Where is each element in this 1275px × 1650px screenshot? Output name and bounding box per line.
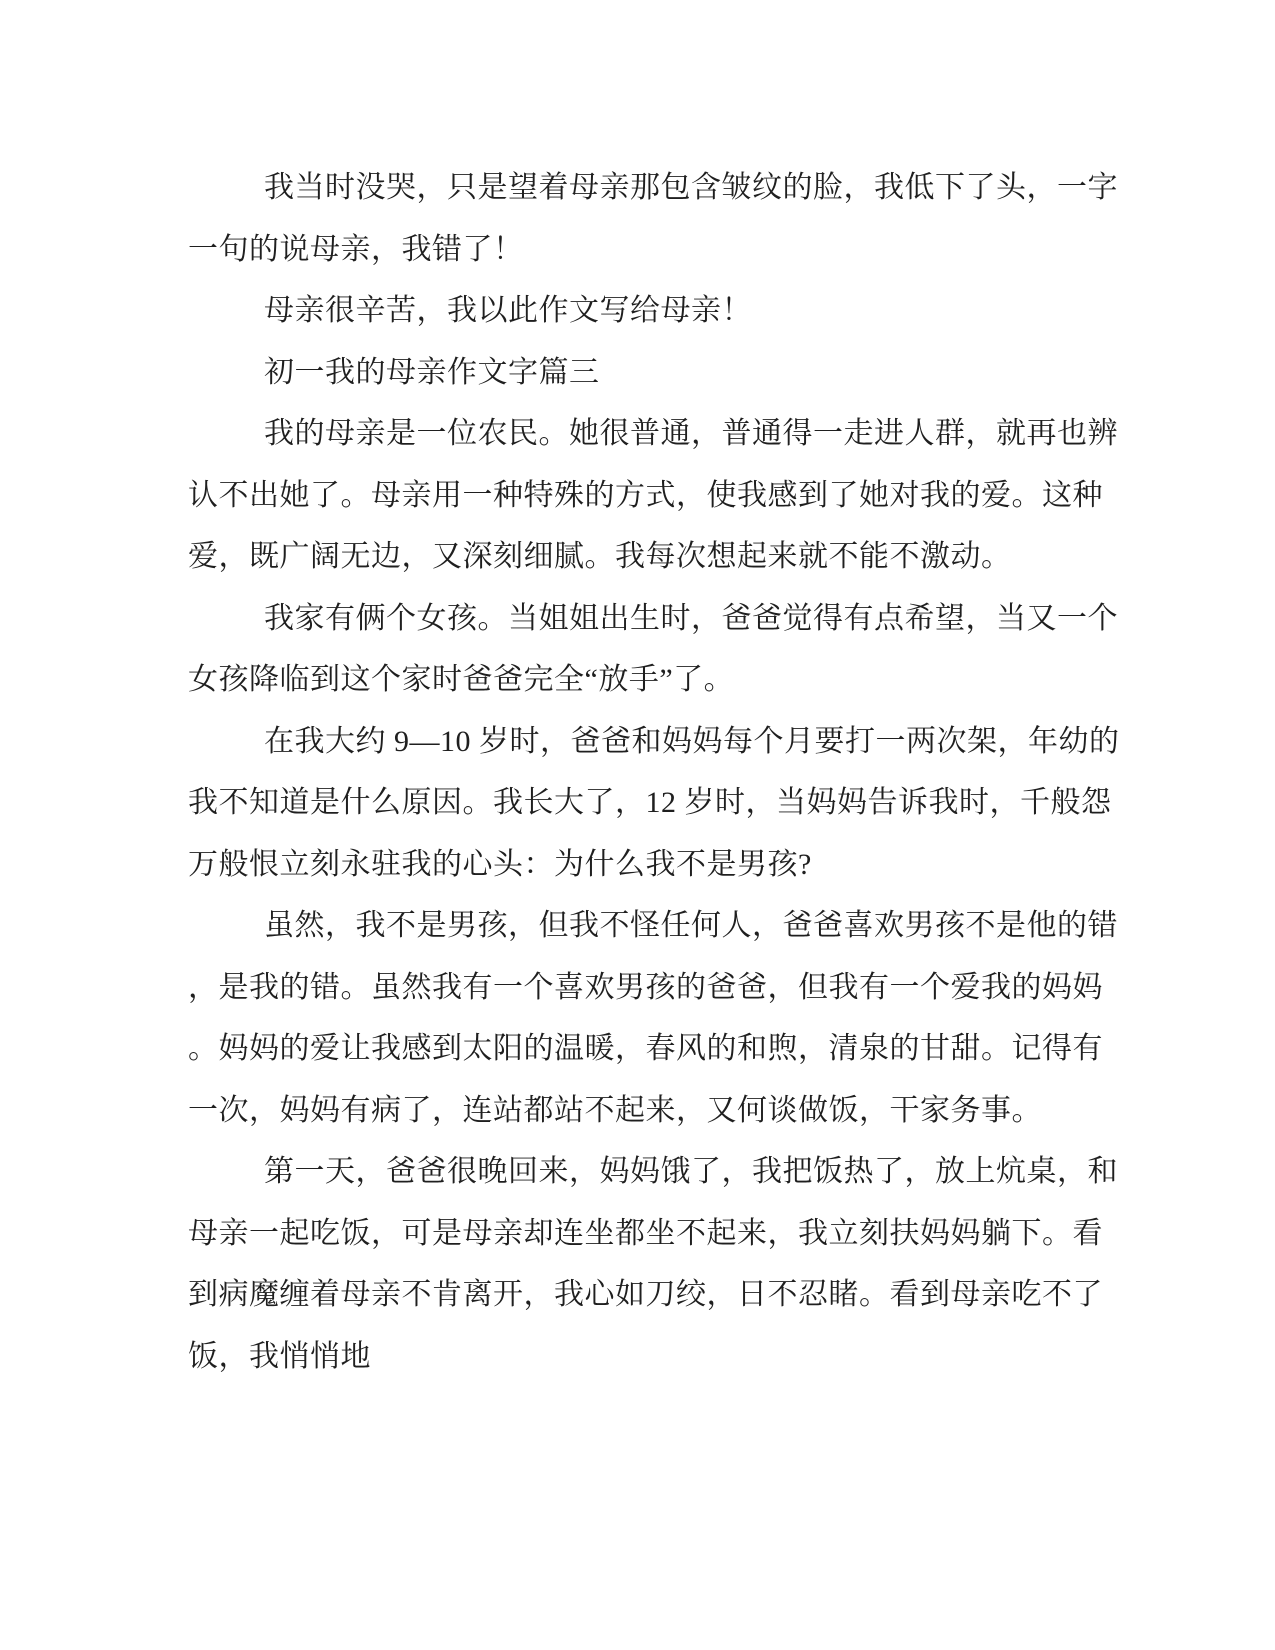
essay-line: 我当时没哭，只是望着母亲那包含皱纹的脸，我低下了头，一字 (264, 171, 1118, 204)
essay-line: 万般恨立刻永驻我的心头：为什么我不是男孩? (188, 847, 812, 881)
essay-line: 女孩降临到这个家时爸爸完全“放手”了。 (188, 663, 735, 696)
essay-line: ，是我的错。虽然我有一个喜欢男孩的爸爸，但我有一个爱我的妈妈 (188, 970, 1103, 1004)
essay-line: 饭，我悄悄地 (188, 1339, 371, 1373)
essay-line: 在我大约 9—10 岁时，爸爸和妈妈每个月要打一两次架，年幼的 (264, 724, 1120, 758)
essay-line: 爱，既广阔无边，又深刻细腻。我每次想起来就不能不激动。 (188, 540, 1012, 573)
essay-line: 母亲一起吃饭，可是母亲却连坐都坐不起来，我立刻扶妈妈躺下。看 (188, 1216, 1103, 1250)
essay-line: 一句的说母亲，我错了！ (188, 232, 524, 266)
essay-line: 。妈妈的爱让我感到太阳的温暖，春风的和煦，清泉的甘甜。记得有 (188, 1032, 1103, 1065)
essay-line: 第一天，爸爸很晚回来，妈妈饿了，我把饭热了，放上炕桌，和 (264, 1155, 1118, 1188)
essay-line: 我家有俩个女孩。当姐姐出生时，爸爸觉得有点希望，当又一个 (264, 601, 1118, 635)
essay-line: 虽然，我不是男孩，但我不怪任何人，爸爸喜欢男孩不是他的错 (264, 909, 1118, 942)
essay-line: 一次，妈妈有病了，连站都站不起来，又何谈做饭，干家务事。 (188, 1093, 1042, 1127)
essay-line: 初一我的母亲作文字篇三 (264, 355, 600, 389)
essay-line: 认不出她了。母亲用一种特殊的方式，使我感到了她对我的爱。这种 (188, 478, 1103, 512)
essay-line: 我的母亲是一位农民。她很普通，普通得一走进人群，就再也辨 (264, 417, 1118, 450)
essay-line: 母亲很辛苦，我以此作文写给母亲！ (264, 294, 752, 327)
essay-line: 到病魔缠着母亲不肯离开，我心如刀绞，日不忍睹。看到母亲吃不了 (188, 1278, 1103, 1311)
essay-line: 我不知道是什么原因。我长大了，12 岁时，当妈妈告诉我时，千般怨 (188, 786, 1112, 819)
essay-body (188, 157, 1138, 1387)
